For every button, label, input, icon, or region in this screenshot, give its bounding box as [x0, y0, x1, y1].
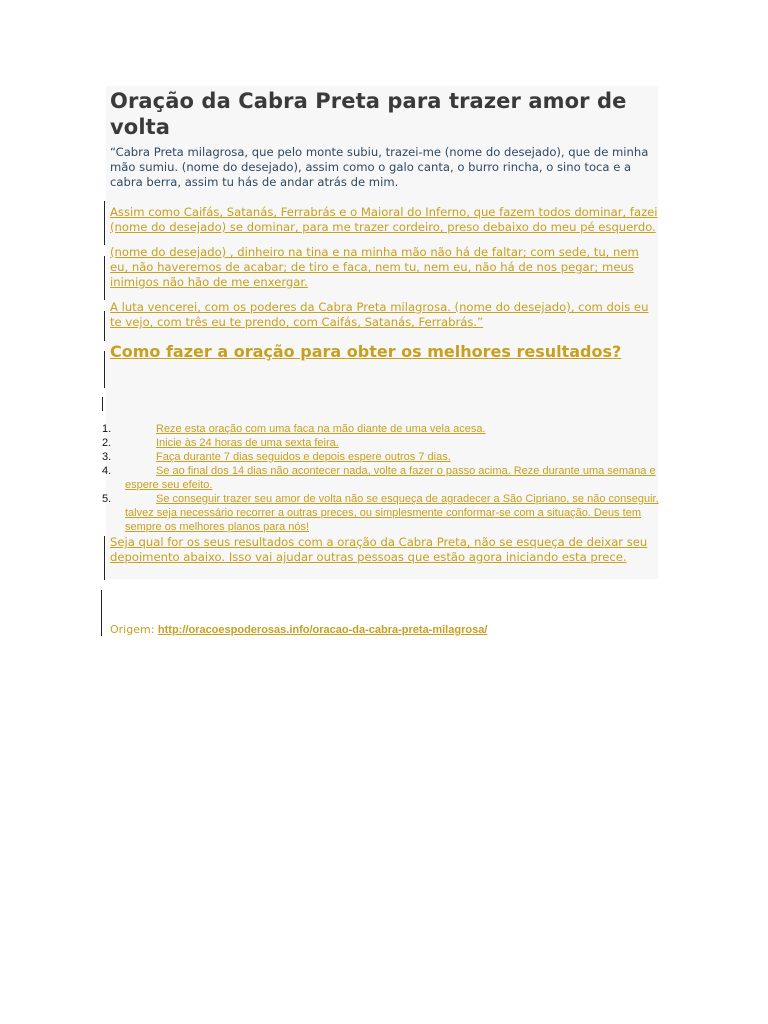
margin-bar — [102, 397, 103, 411]
closing-paragraph[interactable]: Seja qual for os seus resultados com a oração da Cabra Preta, não se esqueça de deixar seu depoimento abaixo. Isso vai ajudar outras pessoas que estão agora iniciando esta prece. — [110, 535, 648, 564]
source-line — [110, 622, 487, 638]
list-number: 5. — [102, 493, 112, 505]
step-link[interactable]: Reze esta oração com uma faca na mão diante de uma vela acesa. — [156, 423, 486, 435]
source-link[interactable]: http://oracoespoderosas.info/oracao-da-cabra-preta-milagrosa/ — [157, 624, 488, 636]
source-label: Origem: — [110, 623, 158, 636]
list-item — [100, 422, 660, 436]
step-link[interactable]: Se ao final dos 14 dias não acontecer nada, volte a fazer o passo acima. Reze durante uma semana e espere seu efeito. — [125, 465, 656, 491]
steps-list — [100, 422, 660, 534]
prayer-paragraph[interactable]: (nome do desejado) , dinheiro na tina e na minha mão não há de faltar; com sede, tu, nem eu, não haveremos de acabar; de tiro e faca, nem tu, nem eu, não há de nos pegar; meus inimigos não hão de me enxergar. — [110, 245, 639, 289]
list-item — [100, 464, 660, 492]
prayer-paragraph[interactable]: A luta vencerei, com os poderes da Cabra Preta milagrosa. (nome do desejado), com dois eu te vejo, com três eu te prendo, com Caifás, Satanás, Ferrabrás.” — [110, 300, 649, 329]
margin-bar — [104, 201, 105, 245]
list-number: 2. — [102, 437, 112, 449]
margin-bar — [104, 256, 105, 300]
margin-bar — [104, 351, 105, 388]
section-heading[interactable]: Como fazer a oração para obter os melhores resultados? — [110, 342, 622, 361]
list-item — [100, 450, 660, 464]
list-number: 3. — [102, 451, 112, 463]
list-item — [100, 436, 660, 450]
article-content — [110, 88, 660, 362]
margin-bar — [104, 311, 105, 341]
step-link[interactable]: Faça durante 7 dias seguidos e depois espere outros 7 dias. — [156, 451, 451, 463]
list-item — [100, 492, 660, 534]
prayer-intro: “Cabra Preta milagrosa, que pelo monte subiu, trazei-me (nome do desejado), que de minha mão sumiu. (nome do desejado), assim como o galo canta, o burro rincha, o sino toca e a cabra berra, assim tu hás de andar atrás de mim. — [110, 145, 649, 189]
list-number: 4. — [102, 465, 112, 477]
prayer-paragraph[interactable]: Assim como Caifás, Satanás, Ferrabrás e o Maioral do Inferno, que fazem todos dominar, fazei (nome do desejado) se dominar, para me trazer cordeiro, preso debaixo do meu pé esquerdo. — [110, 205, 658, 234]
closing-section — [110, 535, 658, 565]
margin-bar — [101, 590, 102, 636]
step-link[interactable]: Inicie às 24 horas de uma sexta feira. — [156, 437, 339, 449]
page-title: Oração da Cabra Preta para trazer amor de volta — [110, 89, 627, 139]
step-link[interactable]: Se conseguir trazer seu amor de volta não se esqueça de agradecer a São Cipriano, se não conseguir, talvez seja necessário recorrer a outras preces, ou simplesmente conformar-se com a situação. Deus tem sempre os melhores planos para nós! — [125, 493, 659, 533]
list-number: 1. — [102, 423, 112, 435]
margin-bar — [104, 536, 105, 580]
